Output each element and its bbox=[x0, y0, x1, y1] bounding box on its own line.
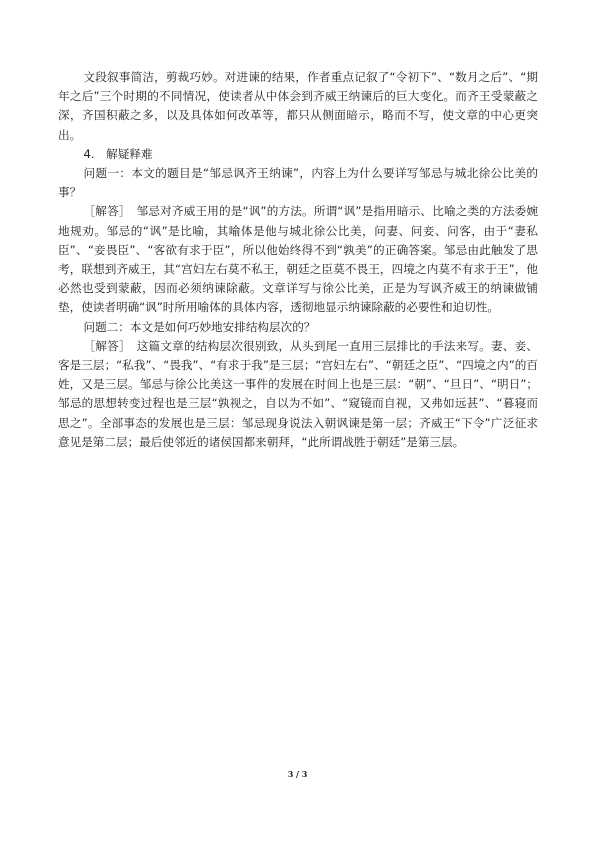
question-two: 问题二：本文是如何巧妙地安排结构层次的？ bbox=[83, 319, 316, 334]
question-one: 问题一：本文的题目是“邹忌讽齐王纳谏”，内容上为什么要详写邹忌与城北徐公比美的事？ bbox=[58, 166, 538, 200]
paragraph-summary: 文段叙事简洁，剪裁巧妙。对进谏的结果，作者重点记叙了“令初下”、“数月之后”、“期年之后”三个时期的不同情况，使读者从中体会到齐威王纳谏后的巨大变化。而齐王受蒙蔽之深，齐国积蔽之多，以及具体如何改革等，都只从侧面暗示，略而不写，使文章的中心更突出。 bbox=[58, 70, 538, 142]
page-number: 3 / 3 bbox=[287, 769, 308, 779]
answer-two: ［解答］ 这篇文章的结构层次很别致，从头到尾一直用三层排比的手法来写。妻、妾、客是三层；“私我”、“畏我”、“有求于我”是三层；“宫妇左右”、“朝廷之臣”、“四境之内”的百姓，又是三层。邹忌与徐公比美这一事件的发展在时间上也是三层：“朝”、“旦日”、“明日”；邹忌的思想转变过程也是三层“孰视之，自以为不如”、“窥镜而自视，又弗如远甚”、“暮寝而思之”。全部事态的发展也是三层：邹忌现身说法入朝讽谏是第一层；齐威王“下令”广泛征求意见是第二层；最后使邻近的诸侯国都来朝拜，“此所谓战胜于朝廷”是第三层。 bbox=[58, 338, 538, 449]
section-heading-qa: 4. 解疑释难 bbox=[83, 146, 153, 161]
answer-one: ［解答］ 邹忌对齐威王用的是“讽”的方法。所谓“讽”是指用暗示、比喻之类的方法委婉地规劝。邹忌的“讽”是比喻，其喻体是他与城北徐公比美，问妻、问妾、问客，由于“妻私臣”、“妾畏臣”、“客欲有求于臣”，所以他始终得不到“孰美”的正确答案。邹忌由此触发了思考，联想到齐威王，其“宫妇左右莫不私王，朝廷之臣莫不畏王，四境之内莫不有求于王”，他必然也受到蒙蔽，因而必须纳谏除蔽。文章详写与徐公比美，正是为写讽齐威王的纳谏做铺垫，使读者明确“讽”时所用喻体的具体内容，透彻地显示纳谏除蔽的必要性和迫切性。 bbox=[58, 204, 538, 315]
document-body bbox=[58, 68, 538, 452]
